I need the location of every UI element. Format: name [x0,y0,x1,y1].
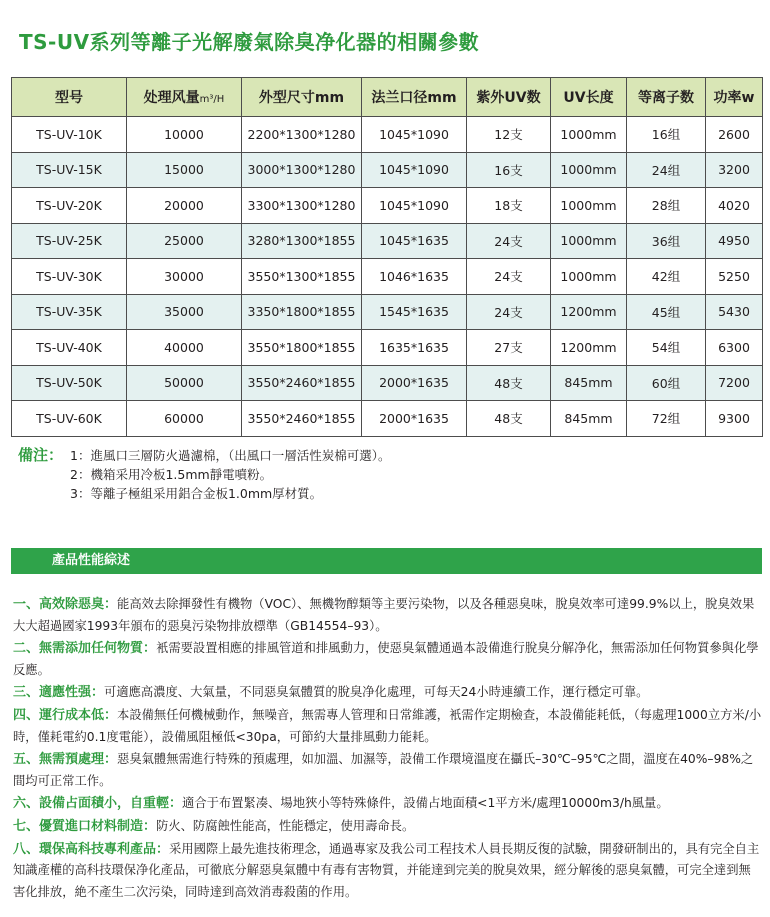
cell-airflow: 20000 [127,188,242,224]
cell-flange: 1545*1635 [362,294,467,330]
cell-model: TS-UV-20K [12,188,127,224]
header-airflow: 处理风量m³/H [127,78,242,117]
feature-item [13,705,763,748]
note-item: 2：機箱采用冷板1.5mm靜電噴粉。 [70,467,273,482]
cell-model: TS-UV-10K [12,117,127,153]
cell-power: 3200 [706,152,763,188]
cell-model: TS-UV-25K [12,223,127,259]
cell-plasma-count: 72组 [627,401,706,437]
cell-uv-length: 1200mm [551,294,627,330]
feature-item [13,839,763,904]
cell-power: 6300 [706,330,763,366]
features-list [13,594,763,904]
feature-heading: 八、環保高科技專利產品： [13,841,170,857]
table-row [12,223,763,259]
cell-plasma-count: 16组 [627,117,706,153]
cell-power: 5250 [706,259,763,295]
cell-power: 4020 [706,188,763,224]
cell-dimensions: 3000*1300*1280 [242,152,362,188]
feature-heading: 四、運行成本低： [13,707,118,723]
feature-text: 能高效去除揮發性有機物（VOC）、無機物醇類等主要污染物，以及各種惡臭味，脫臭效率可達99.9%以上，脫臭效果大大超過國家1993年頒布的惡臭污染物排放標準（GB14554–93）。 [13,597,755,633]
feature-item [13,594,763,637]
feature-text: 采用國際上最先進技術理念，通過專家及我公司工程技术人員長期反復的試驗，開發研制出的，具有完全自主知識產權的高科技環保净化產品，可徹底分解惡臭氣體中有毒有害物質，并能達到完美的脫臭效果，經分解後的惡臭氣體，可完全達到無害化排放，絶不產生二次污染，同時達到高效消毒殺菌的作用。 [13,841,760,899]
cell-uv-count: 27支 [467,330,551,366]
note-item: 3：等離子極組采用鋁合金板1.0mm厚材質。 [70,486,323,501]
cell-airflow: 50000 [127,365,242,401]
section-title: 產品性能綜述 [52,553,131,568]
feature-text: 防火、防腐蝕性能高，性能穩定，使用壽命長。 [156,818,415,833]
cell-uv-length: 845mm [551,365,627,401]
table-row [12,365,763,401]
notes-label: 備注： [18,446,64,464]
cell-flange: 1045*1090 [362,152,467,188]
table-row [12,259,763,295]
cell-uv-count: 24支 [467,294,551,330]
cell-flange: 2000*1635 [362,365,467,401]
cell-plasma-count: 24组 [627,152,706,188]
cell-uv-length: 1000mm [551,259,627,295]
cell-model: TS-UV-60K [12,401,127,437]
cell-model: TS-UV-15K [12,152,127,188]
cell-dimensions: 3300*1300*1280 [242,188,362,224]
cell-flange: 2000*1635 [362,401,467,437]
cell-airflow: 30000 [127,259,242,295]
cell-airflow: 40000 [127,330,242,366]
cell-airflow: 35000 [127,294,242,330]
cell-power: 4950 [706,223,763,259]
cell-uv-length: 845mm [551,401,627,437]
cell-uv-length: 1000mm [551,152,627,188]
feature-item [13,682,763,704]
cell-plasma-count: 28组 [627,188,706,224]
table-row [12,188,763,224]
table-header-row [12,78,763,117]
table-row [12,330,763,366]
cell-dimensions: 3550*2460*1855 [242,365,362,401]
cell-airflow: 60000 [127,401,242,437]
cell-model: TS-UV-30K [12,259,127,295]
cell-dimensions: 3280*1300*1855 [242,223,362,259]
cell-plasma-count: 60组 [627,365,706,401]
cell-model: TS-UV-50K [12,365,127,401]
feature-heading: 五、無需預處理： [13,752,118,768]
cell-dimensions: 3550*2460*1855 [242,401,362,437]
cell-plasma-count: 42组 [627,259,706,295]
feature-heading: 二、無需添加任何物質： [13,641,157,657]
feature-text: 本設備無任何機械動作，無噪音，無需專人管理和日常維護，衹需作定期檢查，本設備能耗低，（每處理1000立方米/小時，僅耗電約0.1度電能），設備風阻極低<30pa，可節約大量排風動力能耗。 [13,707,762,744]
cell-plasma-count: 54组 [627,330,706,366]
feature-item [13,749,763,792]
cell-uv-count: 18支 [467,188,551,224]
cell-uv-count: 24支 [467,259,551,295]
cell-flange: 1045*1635 [362,223,467,259]
feature-heading: 七、優質進口材料制造： [13,818,157,834]
cell-power: 7200 [706,365,763,401]
page-title: TS-UV系列等離子光解廢氣除臭净化器的相關參數 [19,30,480,54]
cell-dimensions: 2200*1300*1280 [242,117,362,153]
cell-plasma-count: 36组 [627,223,706,259]
feature-item [13,793,763,815]
header-power: 功率w [706,78,763,117]
feature-text: 惡臭氣體無需進行特殊的預處理，如加溫、加濕等，設備工作環境溫度在攝氏–30℃–95℃之間，溫度在40%–98%之間均可正常工作。 [13,752,754,788]
cell-uv-count: 24支 [467,223,551,259]
cell-uv-count: 16支 [467,152,551,188]
cell-airflow: 15000 [127,152,242,188]
feature-item [13,816,763,838]
cell-airflow: 10000 [127,117,242,153]
cell-model: TS-UV-35K [12,294,127,330]
section-banner [11,548,762,574]
cell-model: TS-UV-40K [12,330,127,366]
header-dimensions: 外型尺寸mm [242,78,362,117]
cell-dimensions: 3550*1300*1855 [242,259,362,295]
cell-power: 5430 [706,294,763,330]
cell-power: 9300 [706,401,763,437]
cell-flange: 1046*1635 [362,259,467,295]
notes [18,446,390,503]
note-item: 1：進風口三層防火過濾棉，（出風口一層活性炭棉可選）。 [70,448,391,463]
cell-uv-count: 12支 [467,117,551,153]
header-model: 型号 [12,78,127,117]
cell-uv-length: 1000mm [551,223,627,259]
table-row [12,152,763,188]
cell-plasma-count: 45组 [627,294,706,330]
airflow-unit: m³/H [199,94,225,105]
spec-table [11,77,763,437]
header-plasma-count: 等离子数 [627,78,706,117]
table-row [12,401,763,437]
cell-dimensions: 3350*1800*1855 [242,294,362,330]
feature-text: 可適應高濃度、大氣量，不同惡臭氣體質的脫臭净化處理，可每天24小時連續工作，運行穩定可靠。 [104,685,649,700]
cell-flange: 1045*1090 [362,188,467,224]
feature-text: 衹需要設置相應的排風管道和排風動力，使惡臭氣體通過本設備進行脫臭分解净化，無需添加任何物質參與化學反應。 [13,641,759,677]
header-uv-count: 紫外UV数 [467,78,551,117]
feature-heading: 一、高效除惡臭： [13,597,118,612]
cell-power: 2600 [706,117,763,153]
feature-heading: 三、適應性强： [13,685,105,701]
cell-uv-count: 48支 [467,365,551,401]
cell-flange: 1635*1635 [362,330,467,366]
feature-item [13,638,763,681]
feature-text: 適合于布置緊凑、場地狹小等特殊條件，設備占地面積<1平方米/處理10000m3/h風量。 [182,796,669,811]
cell-flange: 1045*1090 [362,117,467,153]
cell-dimensions: 3550*1800*1855 [242,330,362,366]
table-row [12,117,763,153]
table-row [12,294,763,330]
cell-uv-length: 1200mm [551,330,627,366]
header-flange: 法兰口径mm [362,78,467,117]
cell-uv-length: 1000mm [551,188,627,224]
cell-uv-count: 48支 [467,401,551,437]
header-uv-length: UV长度 [551,78,627,117]
feature-heading: 六、設備占面積小，自重輕： [13,796,183,812]
cell-airflow: 25000 [127,223,242,259]
cell-uv-length: 1000mm [551,117,627,153]
